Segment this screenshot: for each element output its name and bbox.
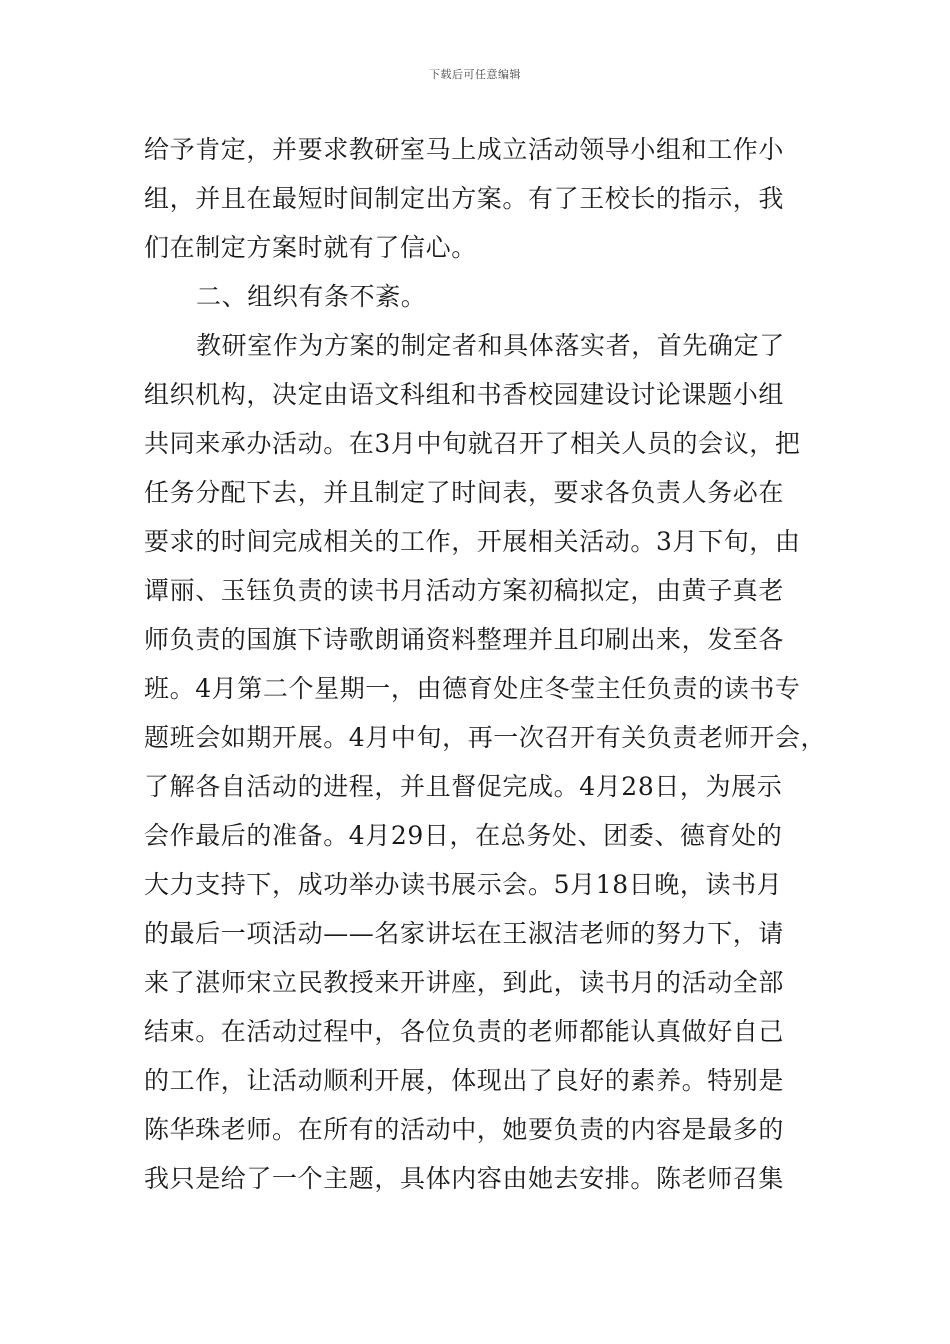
page-header-note: 下载后可任意编辑 bbox=[429, 68, 521, 81]
text-line-21: 陈华珠老师。在所有的活动中，她要负责的内容是最多的 bbox=[144, 1115, 785, 1144]
text-line-19: 结束。在活动过程中，各位负责的老师都能认真做好自己 bbox=[144, 1017, 785, 1046]
text-line-6: 组织机构，决定由语文科组和书香校园建设讨论课题小组 bbox=[144, 380, 785, 409]
text-line-12: 班。4月第二个星期一，由德育处庄冬莹主任负责的读书专 bbox=[144, 674, 801, 703]
section-heading: 二、组织有条不紊。 bbox=[196, 282, 427, 311]
text-line-13: 题班会如期开展。4月中旬，再一次召开有关负责老师开会， bbox=[144, 723, 827, 752]
paragraph-first-line: 教研室作为方案的制定者和具体落实者，首先确定了 bbox=[196, 331, 785, 360]
text-line-3: 们在制定方案时就有了信心。 bbox=[144, 233, 477, 262]
text-line-8: 任务分配下去，并且制定了时间表，要求各负责人务必在 bbox=[144, 478, 785, 507]
text-line-15: 会作最后的准备。4月29日，在总务处、团委、德育处的 bbox=[144, 821, 783, 850]
text-line-17: 的最后一项活动——名家讲坛在王淑洁老师的努力下，请 bbox=[144, 919, 785, 948]
text-line-1: 给予肯定，并要求教研室马上成立活动领导小组和工作小 bbox=[144, 135, 785, 164]
text-line-22: 我只是给了一个主题，具体内容由她去安排。陈老师召集 bbox=[144, 1164, 785, 1193]
text-line-2: 组，并且在最短时间制定出方案。有了王校长的指示，我 bbox=[144, 184, 785, 213]
text-line-20: 的工作，让活动顺利开展，体现出了良好的素养。特别是 bbox=[144, 1066, 785, 1095]
text-line-16: 大力支持下，成功举办读书展示会。5月18日晚，读书月 bbox=[144, 870, 783, 899]
text-line-14: 了解各自活动的进程，并且督促完成。4月28日，为展示 bbox=[144, 772, 783, 801]
document-body bbox=[144, 125, 827, 1203]
text-line-11: 师负责的国旗下诗歌朗诵资料整理并且印刷出来，发至各 bbox=[144, 625, 785, 654]
text-line-18: 来了湛师宋立民教授来开讲座，到此，读书月的活动全部 bbox=[144, 968, 785, 997]
text-line-10: 谭丽、玉钰负责的读书月活动方案初稿拟定，由黄子真老 bbox=[144, 576, 785, 605]
text-line-9: 要求的时间完成相关的工作，开展相关活动。3月下旬，由 bbox=[144, 527, 801, 556]
text-line-7: 共同来承办活动。在3月中旬就召开了相关人员的会议，把 bbox=[144, 429, 801, 458]
